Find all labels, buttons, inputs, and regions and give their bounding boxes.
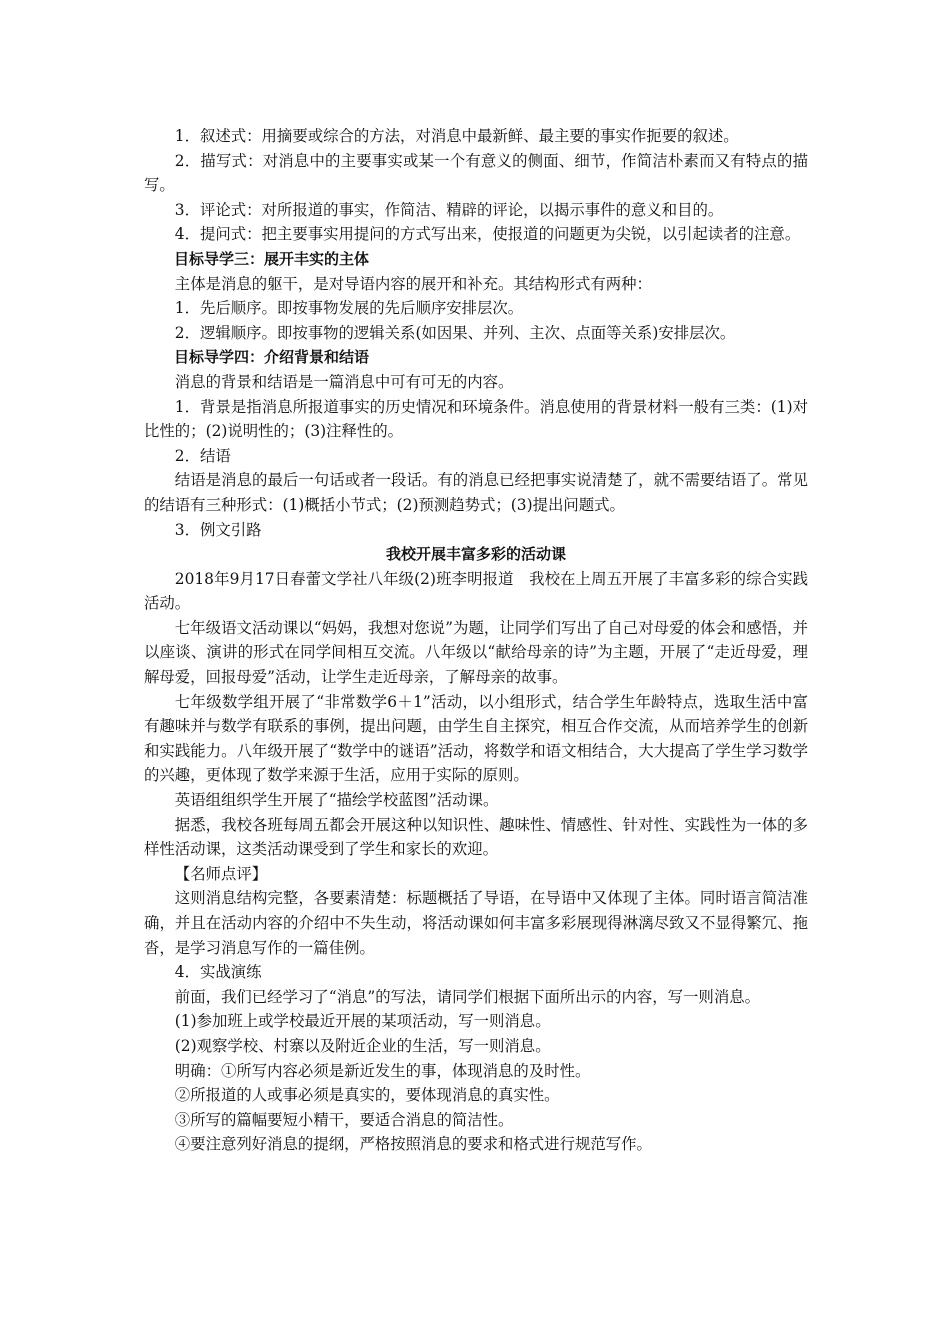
article-paragraph-math: 七年级数学组开展了“非常数学6＋1”活动，以小组形式，结合学生年龄特点，选取生活中富有趣味并与数学有联系的事例，提出问题，由学生自主探究，相互合作交流，从而培养学生的创新和实践能力。八年级开展了“数学中的谜语”活动，将数学和语文相结合，大大提高了学生学习数学的兴趣，更体现了数学来源于生活，应用于实际的原则。 xyxy=(144,692,808,785)
paragraph-conclusion-label: 2．结语 xyxy=(174,446,231,465)
clarification-2: ②所报道的人或事必须是真实的，要体现消息的真实性。 xyxy=(174,1086,560,1105)
clarification-4: ④要注意列好消息的提纲，严格按照消息的要求和格式进行规范写作。 xyxy=(174,1135,652,1154)
practice-item-2: (2)观察学校、村寨以及附近企业的生活，写一则消息。 xyxy=(174,1036,551,1055)
paragraph-commentary-style: 3．评论式：对所报道的事实，作简洁、精辟的评论，以揭示事件的意义和目的。 xyxy=(174,200,724,219)
practice-item-1: (1)参加班上或学校最近开展的某项活动，写一则消息。 xyxy=(174,1012,551,1031)
section-heading-3: 目标导学三：展开丰实的主体 xyxy=(174,249,370,268)
article-lead: 2018年9月17日春蕾文学社八年级(2)班李明报道 我校在上周五开展了丰富多彩的综合实践活动。 xyxy=(144,569,808,613)
article-paragraph-closing: 据悉，我校各班每周五都会开展这种以知识性、趣味性、情感性、针对性、实践性为一体的多样性活动课，这类活动课受到了学生和家长的欢迎。 xyxy=(144,815,808,859)
practice-label: 4．实战演练 xyxy=(174,963,262,982)
article-paragraph-english: 英语组组织学生开展了“描绘学校蓝图”活动课。 xyxy=(174,791,499,810)
document-body xyxy=(144,124,808,1157)
paragraph-logical-order: 2．逻辑顺序。即按事物的逻辑关系(如因果、并列、主次、点面等关系)安排层次。 xyxy=(174,323,736,342)
teacher-comment-label: 【名师点评】 xyxy=(174,864,268,883)
section-heading-4: 目标导学四：介绍背景和结语 xyxy=(174,348,370,367)
clarification-1: 明确：①所写内容必须是新近发生的事，体现消息的及时性。 xyxy=(174,1061,591,1080)
paragraph-conclusion-types: 结语是消息的最后一句话或者一段话。有的消息已经把事实说清楚了，就不需要结语了。常见的结语有三种形式：(1)概括小节式；(2)预测趋势式；(3)提出问题式。 xyxy=(144,471,808,514)
article-paragraph-chinese: 七年级语文活动课以“妈妈，我想对您说”为题，让同学们写出了自己对母爱的体会和感悟，并以座谈、演讲的形式在同学间相互交流。八年级以“献给母亲的诗”为主题，开展了“走近母爱，理解母爱，回报母爱”活动，让学生走近母亲，了解母亲的故事。 xyxy=(144,618,808,687)
paragraph-background-intro: 消息的背景和结语是一篇消息中可有可无的内容。 xyxy=(174,372,514,391)
paragraph-chronological-order: 1．先后顺序。即按事物发展的先后顺序安排层次。 xyxy=(174,299,524,318)
paragraph-descriptive-style: 2．描写式：对消息中的主要事实或某一个有意义的侧面、细节，作简洁朴素而又有特点的描写。 xyxy=(144,151,808,195)
paragraph-question-style: 4．提问式：把主要事实用提问的方式写出来，使报道的问题更为尖锐，以引起读者的注意。 xyxy=(174,225,801,244)
paragraph-narrative-style: 1．叙述式：用摘要或综合的方法，对消息中最新鲜、最主要的事实作扼要的叙述。 xyxy=(174,127,739,145)
clarification-3: ③所写的篇幅要短小精干，要适合消息的简洁性。 xyxy=(174,1110,514,1129)
practice-instruction: 前面，我们已经学习了“消息”的写法，请同学们根据下面所出示的内容，写一则消息。 xyxy=(174,987,760,1006)
paragraph-body-intro: 主体是消息的躯干，是对导语内容的展开和补充。其结构形式有两种： xyxy=(174,274,652,293)
article-title: 我校开展丰富多彩的活动课 xyxy=(385,545,566,564)
paragraph-background-types: 1．背景是指消息所报道事实的历史情况和环境条件。消息使用的背景材料一般有三类：(1)对比性的；(2)说明性的；(3)注释性的。 xyxy=(144,397,808,441)
teacher-comment-text: 这则消息结构完整，各要素清楚：标题概括了导语，在导语中又体现了主体。同时语言简洁准确，并且在活动内容的介绍中不失生动，将活动课如何丰富多彩展现得淋漓尽致又不显得繁冗、拖沓，是学习消息写作的一篇佳例。 xyxy=(144,889,808,957)
paragraph-example-label: 3．例文引路 xyxy=(174,520,262,539)
